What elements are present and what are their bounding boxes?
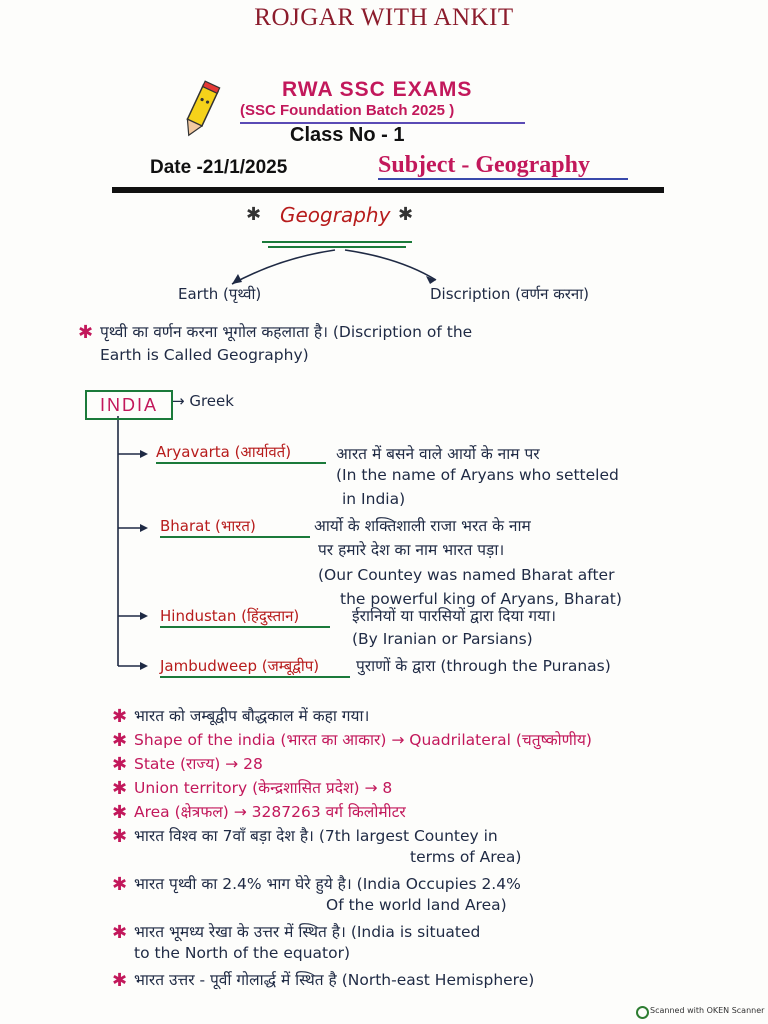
scanner-watermark: Scanned with OKEN Scanner [650,1006,765,1015]
india-box: INDIA [85,390,173,420]
india-greek-label: → Greek [172,392,234,410]
jambudweep-line-1: पुराणों के द्वारा (through the Puranas) [356,657,611,675]
bullet-star-icon: ✱ [112,778,128,799]
bharat-line-4: the powerful king of Aryans, Bharat) [340,590,622,608]
scanner-logo-icon [636,1006,649,1019]
fact-occupies-line-1: भारत पृथ्वी का 2.4% भाग घेरे हुये है। (India Occupies 2.4% [134,875,521,893]
hindustan-line-2: (By Iranian or Parsians) [352,630,533,648]
bullet-star-icon: ✱ [78,322,94,343]
branch-description: Discription (वर्णन करना) [430,285,589,303]
hindustan-line-1: ईरानियों या पारसियों द्वारा दिया गया। [352,607,557,625]
underline-aryavarta [156,462,326,464]
underline-hindustan [160,626,330,628]
name-jambudweep: Jambudweep (जम्बूद्वीप) [160,657,320,675]
branch-earth: Earth (पृथ्वी) [178,285,262,303]
fact-area: Area (क्षेत्रफल) → 3287263 वर्ग किलोमीटर [134,803,406,821]
underline-bharat [160,536,310,538]
name-bharat: Bharat (भारत) [160,517,256,535]
bullet-star-icon: ✱ [112,730,128,751]
fact-largest-line-1: भारत विश्व का 7वाँ बड़ा देश है। (7th largest Countey in [134,827,498,845]
fact-state: State (राज्य) → 28 [134,755,263,773]
fact-north-line-1: भारत भूमध्य रेखा के उत्तर में स्थित है। (India is situated [134,923,481,941]
name-aryavarta: Aryavarta (आर्यावर्त) [156,443,292,461]
fact-occupies-line-2: Of the world land Area) [326,896,507,914]
bullet-star-icon: ✱ [112,754,128,775]
exam-title: RWA SSC EXAMS [282,78,473,101]
aryavarta-line-3: in India) [342,490,406,508]
definition-line-2: Earth is Called Geography) [100,346,309,364]
fact-union-territory: Union territory (केन्द्रशासित प्रदेश) → 8 [134,779,393,797]
bharat-line-1: आर्यो के शक्तिशाली राजा भरत के नाम [314,517,531,535]
fact-north-line-2: to the North of the equator) [134,944,351,962]
topic-title: Geography [280,203,391,227]
bullet-star-icon: ✱ [112,802,128,823]
fact-largest-line-2: terms of Area) [410,848,522,866]
site-title: ROJGAR WITH ANKIT [254,4,514,31]
bullet-star-icon: ✱ [112,826,128,847]
topic-ornament-left-icon: ✱ [246,204,262,225]
bullet-star-icon: ✱ [112,874,128,895]
bullet-star-icon: ✱ [112,970,128,991]
fact-shape: Shape of the india (भारत का आकार) → Quadrilateral (चतुष्कोणीय) [134,731,592,749]
aryavarta-line-2: (In the name of Aryans who setteled [336,466,619,484]
definition-line-1: पृथ्वी का वर्णन करना भूगोल कहलाता है। (Discription of the [100,323,473,341]
name-hindustan: Hindustan (हिंदुस्तान) [160,607,300,625]
subject-label: Subject - Geography [378,152,590,178]
bullet-star-icon: ✱ [112,706,128,727]
aryavarta-line-1: आरत में बसने वाले आर्यो के नाम पर [336,445,540,463]
bullet-star-icon: ✱ [112,922,128,943]
underline-jambudweep [160,676,350,678]
fact-hemisphere: भारत उत्तर - पूर्वी गोलार्द्ध में स्थित है (North-east Hemisphere) [134,971,535,989]
fact-jambudweep-buddhist: भारत को जम्बूद्वीप बौद्धकाल में कहा गया। [134,707,370,725]
bharat-line-2: पर हमारे देश का नाम भारत पड़ा। [318,541,505,559]
bharat-line-3: (Our Countey was named Bharat after [318,566,615,584]
batch-label: (SSC Foundation Batch 2025 ) [240,102,455,119]
topic-ornament-right-icon: ✱ [398,204,414,225]
date-label: Date -21/1/2025 [150,157,288,178]
class-number: Class No - 1 [290,124,405,146]
